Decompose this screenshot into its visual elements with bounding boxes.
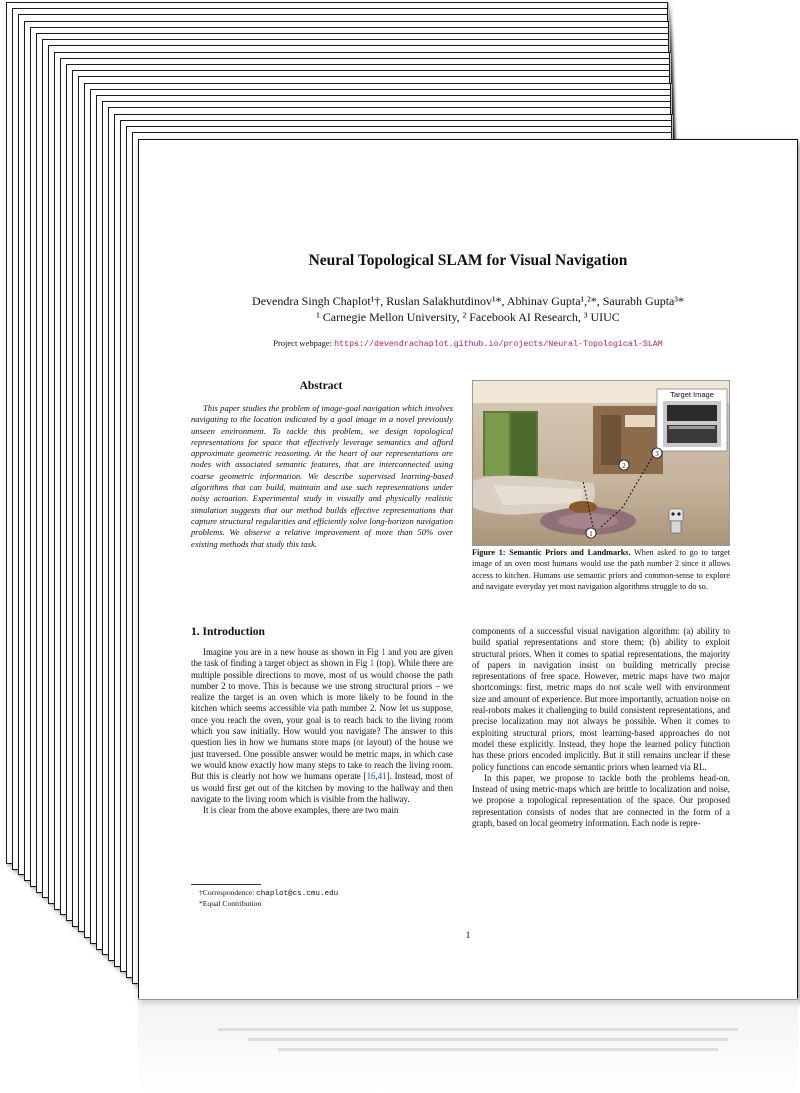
intro-left-column: [191, 647, 453, 816]
figure-caption-title: Figure 1: Semantic Priors and Landmarks.: [472, 548, 631, 557]
living-room-illustration: [473, 381, 729, 545]
fig-ref-link[interactable]: 1: [381, 647, 386, 657]
fig-ref-link[interactable]: 1: [369, 658, 375, 669]
project-webpage: [139, 338, 797, 349]
target-image-label: Target Image: [670, 390, 714, 399]
footnote-correspondence: †Correspondence: chaplot@cs.cmu.edu: [199, 888, 339, 898]
page-number: 1: [465, 931, 471, 941]
intro-right-paragraph-2: In this paper, we propose to tackle both the problems head-on. Instead of using metric-maps which are brittle to localization and noise, we propose a topological representation of the space. Our proposed representation consists of nodes that are connected in the form of a graph, based on local geometry information. Each node is repre-: [472, 772, 730, 829]
paper-affiliations: ¹ Carnegie Mellon University, ² Facebook AI Research, ³ UIUC: [316, 310, 620, 324]
footnote-equal-contribution: *Equal Contribution: [199, 899, 262, 908]
footnote-rule: [191, 884, 261, 885]
intro-paragraph-1: Imagine you are in a new house as shown in Fig 1 and you are given the task of finding a target object as shown in Fig 1 (top). While there are multiple possible directions to move, most of us would choose the path number 2 to move. This is because we use strong structural priors – we realize the target is an oven which is more likely to be found in the kitchen which seems accessible via path number 2. Now let us suppose, once you reach the oven, your goal is to reach back to the living room which you saw initially. How would you navigate? The answer to this question lies in how we humans store maps (or layout) of the house we just traversed. One possible answer would be metric maps, in which case we would know exactly how many steps to take to reach the living room. But this is clearly not how we humans operate [16,41]. Instead, most of us would first get out of the kitchen by moving to the hallway and then navigate to the living room which is visible from the hallway.: [191, 647, 453, 804]
paper-page: [138, 139, 798, 1000]
intro-right-paragraph-1: components of a successful visual navigation algorithm: (a) ability to build spatial representations and store them; (b) ability to exploit structural priors. When it comes to spatial representations, the majority of papers in navigation insist on building metrically precise representations of free space. However, metric maps have two major shortcomings: first, metric maps do not scale well with environment size and amount of experience. But more importantly, actuation noise on real-robots makes it challenging to build consistent representations, and precise localization may not always be possible. When it comes to exploiting structural priors, most learning-based approaches do not model these explicitly. Instead, they hope the learned policy function has these priors encoded implicitly. But it still remains unclear if these policy functions can encode semantic priors when learned via RL.: [472, 626, 730, 772]
page-reflection: [138, 998, 798, 1093]
path-marker-2: 2: [622, 462, 626, 470]
section-heading-introduction: 1. Introduction: [191, 626, 265, 638]
robot-icon: [669, 509, 683, 533]
abstract-heading: Abstract: [299, 380, 343, 392]
intro-paragraph-2: It is clear from the above examples, there are two main: [203, 805, 399, 816]
path-marker-3: 3: [655, 450, 659, 458]
webpage-link[interactable]: https://devendrachaplot.github.io/projects/Neural-Topological-SLAM: [334, 340, 663, 349]
figure-1-caption: [472, 547, 730, 592]
webpage-label: Project webpage:: [273, 338, 333, 348]
paper-title: Neural Topological SLAM for Visual Navigation: [308, 252, 628, 269]
correspondence-email[interactable]: chaplot@cs.cmu.edu: [256, 890, 339, 898]
figure-caption-text: When asked to go to target image of an oven most humans would use the path number 2 since it allows access to kitchen. Humans use semantic priors and common-sense to explore and navigate everyday yet most navigation algorithms struggle to do so.: [472, 548, 730, 591]
figure-1-image: [472, 380, 730, 546]
intro-right-column: [472, 626, 730, 829]
abstract-text: This paper studies the problem of image-goal navigation which involves navigating to the location indicated by a goal image in a novel previously unseen environment. To tackle this problem, we design topological representations for space that effectively leverage semantics and afford approximate geometric reasoning. At the heart of our representations are nodes with associated semantic features, that are interconnected using coarse geometric information. We describe supervised learning-based algorithms that can build, maintain and use such representations under noisy actuation. Experimental study in visually and physically realistic simulation suggests that our method builds effective representations that capture structural regularities and efficiently solve long-horizon navigation problems. We observe a relative improvement of more than 50% over existing methods that study this task.: [191, 403, 453, 549]
citation-link[interactable]: 41: [377, 771, 387, 782]
path-marker-1: 1: [589, 530, 593, 538]
paper-authors: Devendra Singh Chaplot¹†, Ruslan Salakhutdinov¹*, Abhinav Gupta¹,²*, Saurabh Gupta³*: [252, 294, 684, 308]
citation-link[interactable]: 16: [366, 771, 376, 782]
